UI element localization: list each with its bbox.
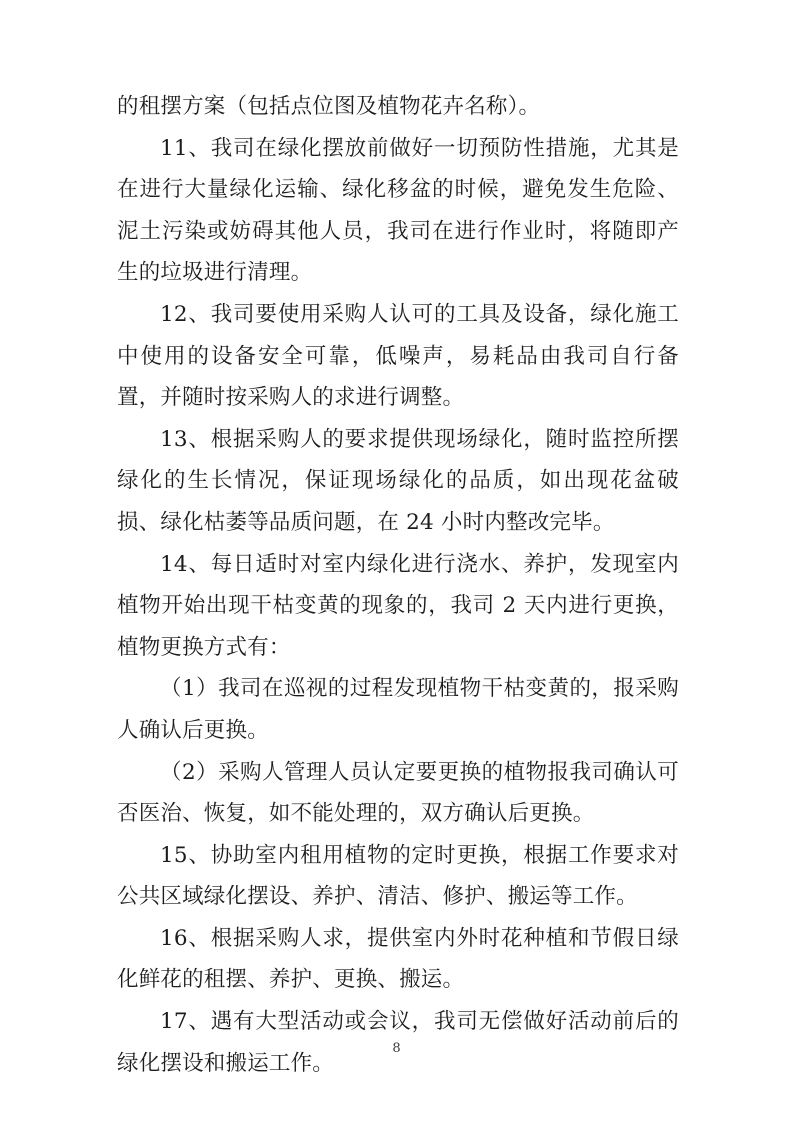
paragraph-continuation-line: 的租摆方案（包括点位图及植物花卉名称）。 xyxy=(117,94,541,119)
paragraph-item-14-sub-1: （1）我司在巡视的过程发现植物干枯变黄的，报采购人确认后更换。 xyxy=(117,676,679,743)
paragraph-item-14: 14、每日适时对室内绿化进行浇水、养护，发现室内植物开始出现干枯变黄的现象的，我司 2 天内进行更换，植物更换方式有： xyxy=(117,551,679,660)
page-number-footer: 8 xyxy=(392,1041,401,1056)
paragraph-item-14-sub-2: （2）采购人管理人员认定要更换的植物报我司确认可否医治、恢复，如不能处理的，双方确认后更换。 xyxy=(117,759,679,827)
paragraph-item-16: 16、根据采购人求，提供室内外时花种植和节假日绿化鲜花的租摆、养护、更换、搬运。 xyxy=(117,925,679,993)
paragraph-item-15: 15、协助室内租用植物的定时更换，根据工作要求对公共区域绿化摆设、养护、清洁、修护、搬运等工作。 xyxy=(117,842,679,910)
paragraph-item-11: 11、我司在绿化摆放前做好一切预防性措施，尤其是在进行大量绿化运输、绿化移盆的时候，避免发生危险、泥土污染或妨碍其他人员，我司在进行作业时，将随即产生的垃圾进行清理。 xyxy=(117,135,679,286)
paragraph-item-12: 12、我司要使用采购人认可的工具及设备，绿化施工中使用的设备安全可靠，低噪声，易耗品由我司自行备置，并随时按采购人的求进行调整。 xyxy=(117,301,679,411)
paragraph-item-17: 17、遇有大型活动或会议，我司无偿做好活动前后的绿化摆设和搬运工作。 xyxy=(117,1009,679,1076)
paragraph-item-13: 13、根据采购人的要求提供现场绿化，随时监控所摆绿化的生长情况，保证现场绿化的品质，如出现花盆破损、绿化枯萎等品质问题，在 24 小时内整改完毕。 xyxy=(117,426,679,535)
document-text-body xyxy=(117,86,679,1084)
